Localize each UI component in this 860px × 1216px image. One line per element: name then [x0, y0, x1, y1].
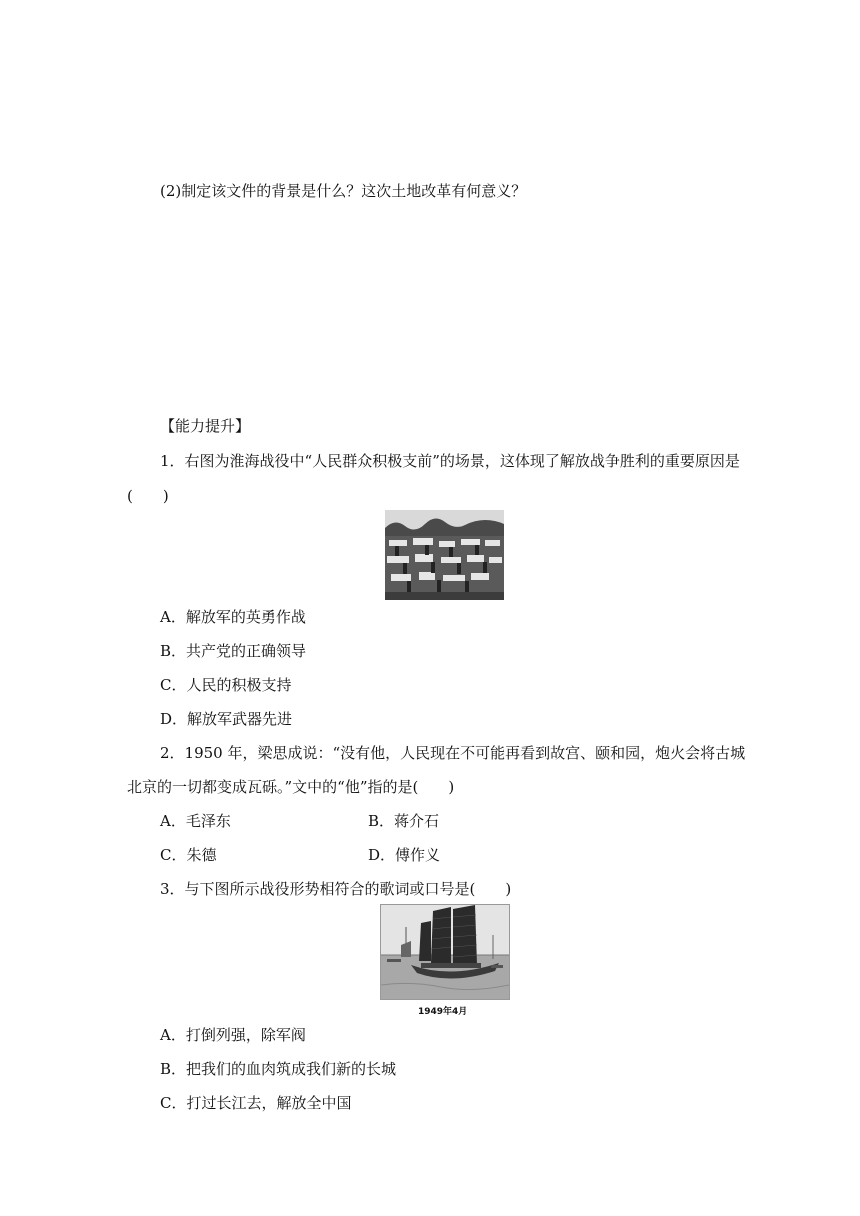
q2-option-b: B．蒋介石 — [368, 812, 440, 830]
q3-option-c: C．打过长江去，解放全中国 — [160, 1094, 352, 1112]
q2-option-c: C．朱德 — [160, 846, 217, 864]
question-subpart-2: (2)制定该文件的背景是什么？这次土地改革有何意义？ — [160, 182, 527, 200]
q2-stem-line1: 2．1950 年，梁思成说：“没有他，人民现在不可能再看到故宫、颐和园，炮火会将古城 — [160, 744, 746, 762]
q2-option-a: A．毛泽东 — [160, 812, 231, 830]
q1-stem: 1．右图为淮海战役中“人民群众积极支前”的场景，这体现了解放战争胜利的重要原因是 — [160, 452, 740, 470]
q3-option-b: B．把我们的血肉筑成我们新的长城 — [160, 1060, 397, 1078]
q2-stem-line2: 北京的一切都变成瓦砾。”文中的“他”指的是( ) — [127, 778, 455, 796]
q1-option-a: A．解放军的英勇作战 — [160, 608, 306, 626]
q1-option-c: C．人民的积极支持 — [160, 676, 292, 694]
q2-option-d: D．傅作义 — [368, 846, 441, 864]
q1-option-d: D．解放军武器先进 — [160, 710, 293, 728]
river-crossing-photo — [380, 904, 510, 1000]
q3-stem: 3．与下图所示战役形势相符合的歌词或口号是( ) — [160, 880, 512, 898]
photo-caption: 1949年4月 — [418, 1007, 468, 1017]
section-title: 【能力提升】 — [160, 417, 251, 435]
crowd-support-photo — [385, 510, 504, 600]
q3-option-a: A．打倒列强，除军阀 — [160, 1026, 306, 1044]
q1-answer-blank: ( ) — [127, 487, 169, 505]
q1-option-b: B．共产党的正确领导 — [160, 642, 307, 660]
